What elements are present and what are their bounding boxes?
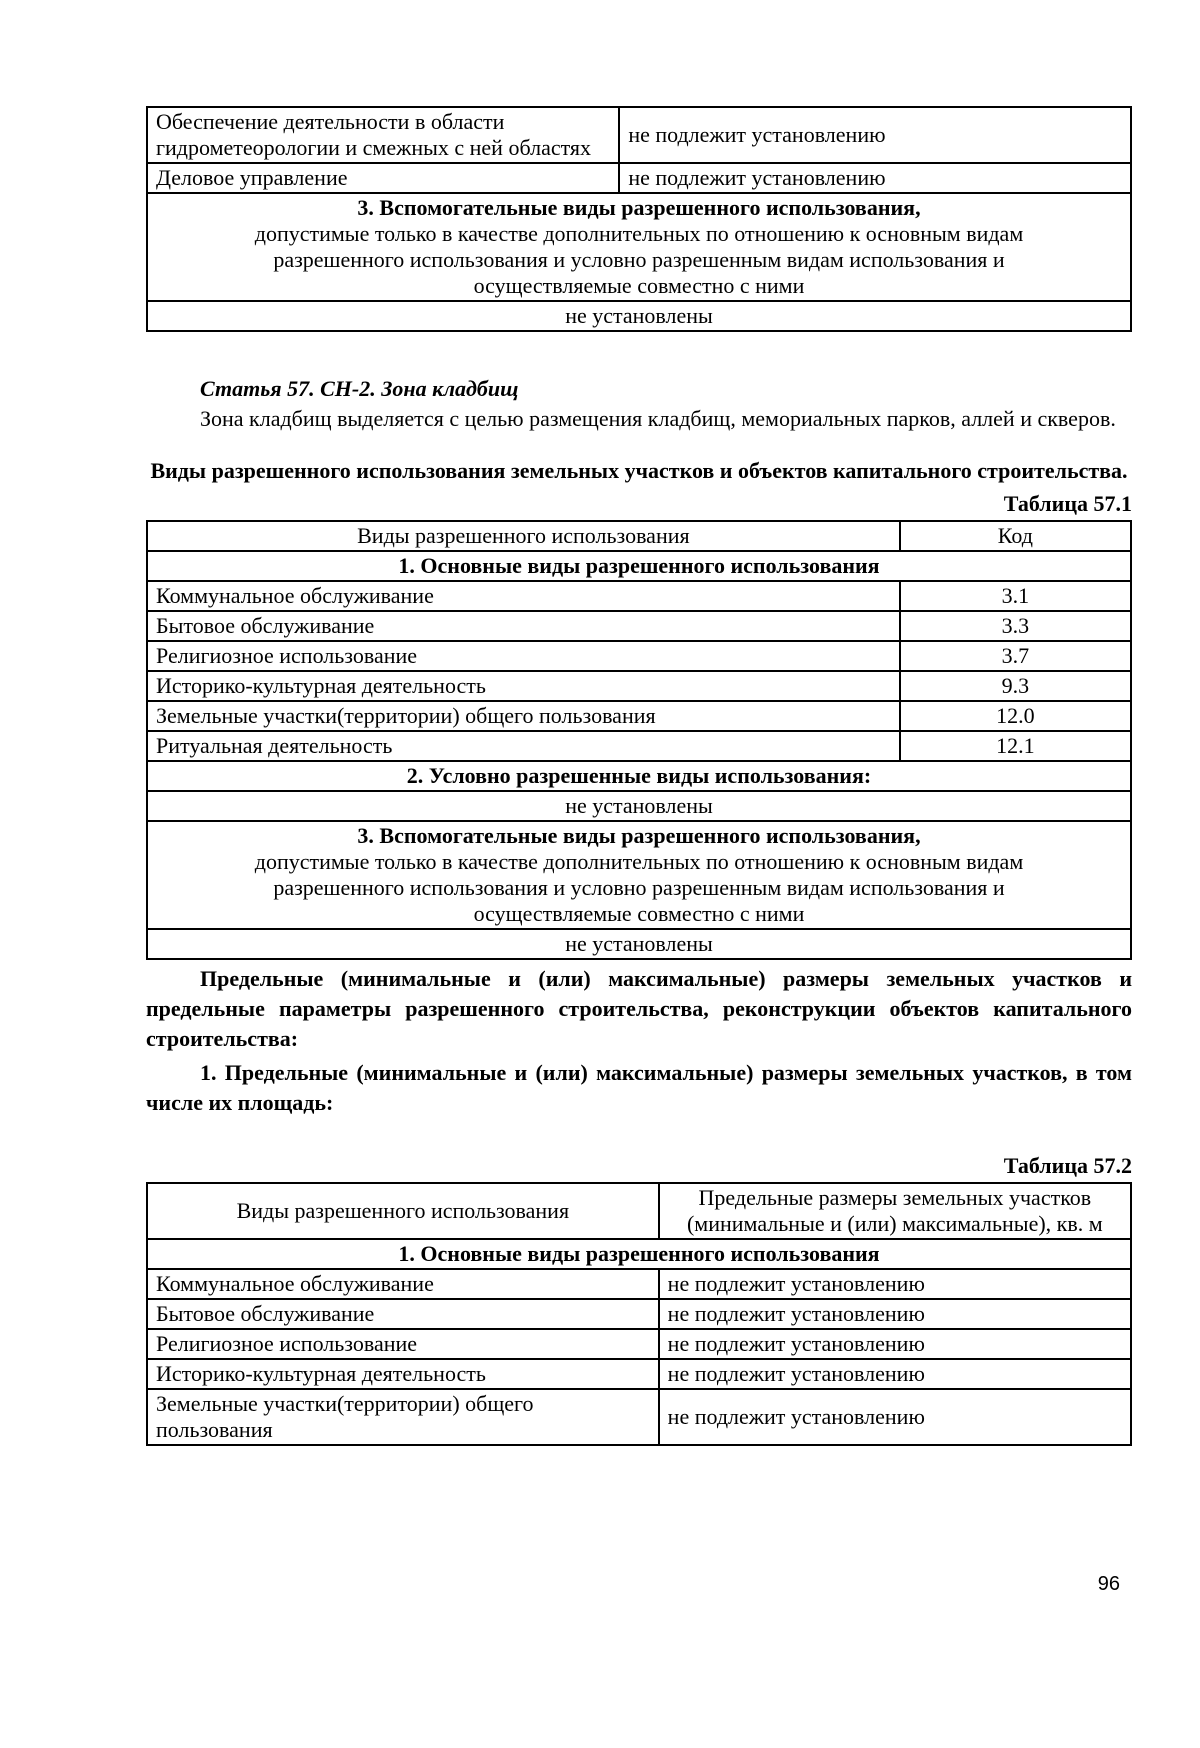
table-header-row — [147, 1183, 1131, 1239]
table-row — [147, 701, 1131, 731]
table-row — [147, 1269, 1131, 1299]
cell-use-name: Коммунальное обслуживание — [147, 581, 900, 611]
table-row — [147, 581, 1131, 611]
cell-code: 3.7 — [900, 641, 1131, 671]
cell-code: 12.0 — [900, 701, 1131, 731]
cell-use-name: Обеспечение деятельности в области гидрометеорологии и смежных с ней областях — [147, 107, 619, 163]
table-row — [147, 929, 1131, 959]
table-row — [147, 107, 1131, 163]
limits-subparagraph: 1. Предельные (минимальные и (или) максимальные) размеры земельных участков, в том числе их площадь: — [146, 1060, 1132, 1115]
limits-paragraph: Предельные (минимальные и (или) максимальные) размеры земельных участков и предельные параметры разрешенного строительства, реконструкции объектов капитального строительства: — [146, 966, 1132, 1051]
aux-uses-section-line: допустимые только в качестве дополнительных по отношению к основным видам — [254, 849, 1024, 874]
column-header-code: Код — [900, 521, 1131, 551]
column-header-uses: Виды разрешенного использования — [147, 521, 900, 551]
table-row — [147, 163, 1131, 193]
aux-uses-section-line: осуществляемые совместно с ними — [473, 901, 805, 926]
aux-uses-section-line: разрешенного использования и условно разрешенным видам использования и — [273, 875, 1005, 900]
cell-code: 12.1 — [900, 731, 1131, 761]
cell-use-name: Историко-культурная деятельность — [147, 671, 900, 701]
column-header-size: Предельные размеры земельных участков (минимальные и (или) максимальные), кв. м — [659, 1183, 1131, 1239]
cell-use-name: Ритуальная деятельность — [147, 731, 900, 761]
cell-use-value: не подлежит установлению — [659, 1389, 1131, 1445]
uses-heading: Виды разрешенного использования земельных участков и объектов капитального строительства. — [150, 458, 1128, 483]
aux-uses-section-title: 3. Вспомогательные виды разрешенного использования, — [357, 823, 921, 848]
table-row — [147, 301, 1131, 331]
cell-code: 9.3 — [900, 671, 1131, 701]
aux-uses-section-line: осуществляемые совместно с ними — [473, 273, 805, 298]
cell-code: 3.1 — [900, 581, 1131, 611]
column-header-uses: Виды разрешенного использования — [147, 1183, 659, 1239]
section-row — [147, 761, 1131, 791]
cell-use-name: Историко-культурная деятельность — [147, 1359, 659, 1389]
aux-uses-section-title: 3. Вспомогательные виды разрешенного использования, — [357, 195, 921, 220]
cell-use-value: не подлежит установлению — [659, 1329, 1131, 1359]
main-uses-section-title: 1. Основные виды разрешенного использования — [147, 551, 1131, 581]
table-row — [147, 1329, 1131, 1359]
cell-code: 3.3 — [900, 611, 1131, 641]
section-row — [147, 1239, 1131, 1269]
aux-uses-section — [147, 821, 1131, 929]
aux-uses-section — [147, 193, 1131, 301]
section-row — [147, 821, 1131, 929]
cell-use-value: не подлежит установлению — [659, 1299, 1131, 1329]
cell-use-value: не подлежит установлению — [619, 107, 1131, 163]
table-row — [147, 671, 1131, 701]
table-row — [147, 193, 1131, 301]
cell-use-name: Земельные участки(территории) общего пользования — [147, 701, 900, 731]
table-row — [147, 791, 1131, 821]
aux-uses-section-line: допустимые только в качестве дополнительных по отношению к основным видам — [254, 221, 1024, 246]
cell-use-value: не подлежит установлению — [619, 163, 1131, 193]
table-caption-57-2: Таблица 57.2 — [1003, 1153, 1132, 1178]
aux-uses-section-line: разрешенного использования и условно разрешенным видам использования и — [273, 247, 1005, 272]
not-established-cell: не установлены — [147, 791, 1131, 821]
main-uses-section-title: 1. Основные виды разрешенного использования — [147, 1239, 1131, 1269]
cell-use-name: Земельные участки(территории) общего пользования — [147, 1389, 659, 1445]
table-row — [147, 1389, 1131, 1445]
section-row — [147, 551, 1131, 581]
cell-use-name: Религиозное использование — [147, 641, 900, 671]
page-number: 96 — [1097, 1573, 1120, 1595]
cell-use-name: Религиозное использование — [147, 1329, 659, 1359]
table-57-2 — [146, 1182, 1132, 1446]
table-caption-57-1: Таблица 57.1 — [1003, 491, 1132, 516]
cell-use-name: Бытовое обслуживание — [147, 1299, 659, 1329]
table-row — [147, 1299, 1131, 1329]
conditional-uses-section-title: 2. Условно разрешенные виды использования: — [147, 761, 1131, 791]
cell-use-name: Деловое управление — [147, 163, 619, 193]
cell-use-name: Коммунальное обслуживание — [147, 1269, 659, 1299]
not-established-cell: не установлены — [147, 301, 1131, 331]
table-row — [147, 641, 1131, 671]
article-intro-paragraph: Зона кладбищ выделяется с целью размещения кладбищ, мемориальных парков, аллей и скверов. — [200, 406, 1116, 431]
table-row — [147, 731, 1131, 761]
table-row — [147, 611, 1131, 641]
article-heading: Статья 57. СН-2. Зона кладбищ — [200, 376, 519, 401]
table-57-1 — [146, 520, 1132, 960]
cell-use-name: Бытовое обслуживание — [147, 611, 900, 641]
continuation-table — [146, 106, 1132, 332]
not-established-cell: не установлены — [147, 929, 1131, 959]
table-row — [147, 1359, 1131, 1389]
table-header-row — [147, 521, 1131, 551]
cell-use-value: не подлежит установлению — [659, 1269, 1131, 1299]
cell-use-value: не подлежит установлению — [659, 1359, 1131, 1389]
